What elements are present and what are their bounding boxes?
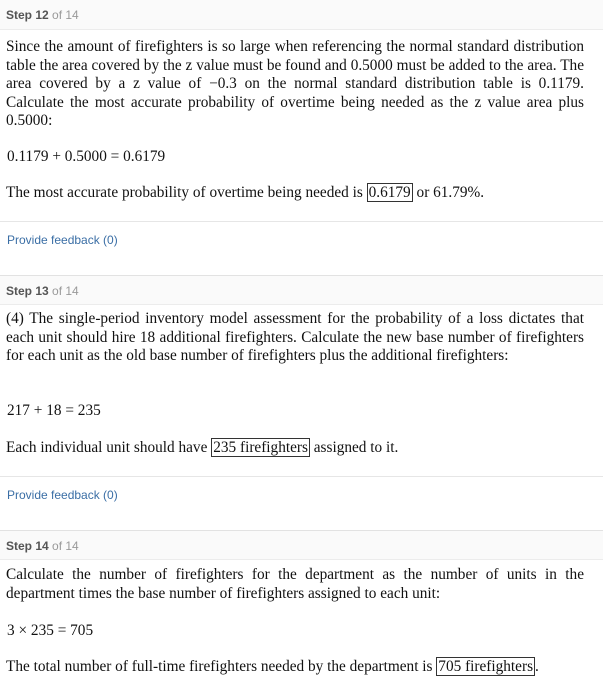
step-14-equation: 3 × 235 = 705 [7, 622, 94, 639]
step-12-answer-box: 0.6179 [368, 184, 411, 201]
step-14-title: Step 14 of 14 [6, 539, 79, 553]
step-12-header [0, 0, 603, 30]
step-12-equation: 0.1179 + 0.5000 = 0.6179 [7, 148, 166, 165]
step-12-feedback-link[interactable]: Provide feedback (0) [7, 233, 118, 247]
step-13-feedback-link[interactable]: Provide feedback (0) [7, 488, 118, 502]
step-13-header [0, 275, 603, 305]
step-14-result: The total number of full-time firefighters needed by the department is 705 firefighters . [6, 658, 539, 675]
step-13-equation: 217 + 18 = 235 [7, 402, 101, 419]
step-13-answer-box: 235 firefighters [213, 439, 308, 456]
divider [0, 476, 603, 477]
step-12-result: The most accurate probability of overtime being needed is 0.6179 or 61.79%. [6, 184, 485, 201]
step-14-header [0, 530, 603, 560]
step-12-text: Since the amount of firefighters is so large when referencing the normal standard distribution table the area covered by the z value must be found and 0.5000 must be added to the area. The area covered by a z value of −0.3 on the normal standard distribution table is 0.1179. Calculate the most accurate probability of overtime being needed as the z value area plus 0.5000: [6, 38, 584, 129]
step-13-title: Step 13 of 14 [6, 284, 79, 298]
step-14-answer-box: 705 firefighters [438, 658, 534, 675]
step-12-title: Step 12 of 14 [6, 8, 79, 22]
step-13-result: Each individual unit should have 235 firefighters assigned to it. [6, 439, 399, 456]
step-13-text: (4) The single-period inventory model assessment for the probability of a loss dictates that each unit should hire 18 additional firefighters. Calculate the new base number of firefighters for each unit as the old base number of firefighters plus the additional firefighters: [6, 310, 584, 364]
step-14-text: Calculate the number of firefighters for the department as the number of units in the department times the base number of firefighters assigned to each unit: [6, 566, 584, 602]
divider [0, 221, 603, 222]
